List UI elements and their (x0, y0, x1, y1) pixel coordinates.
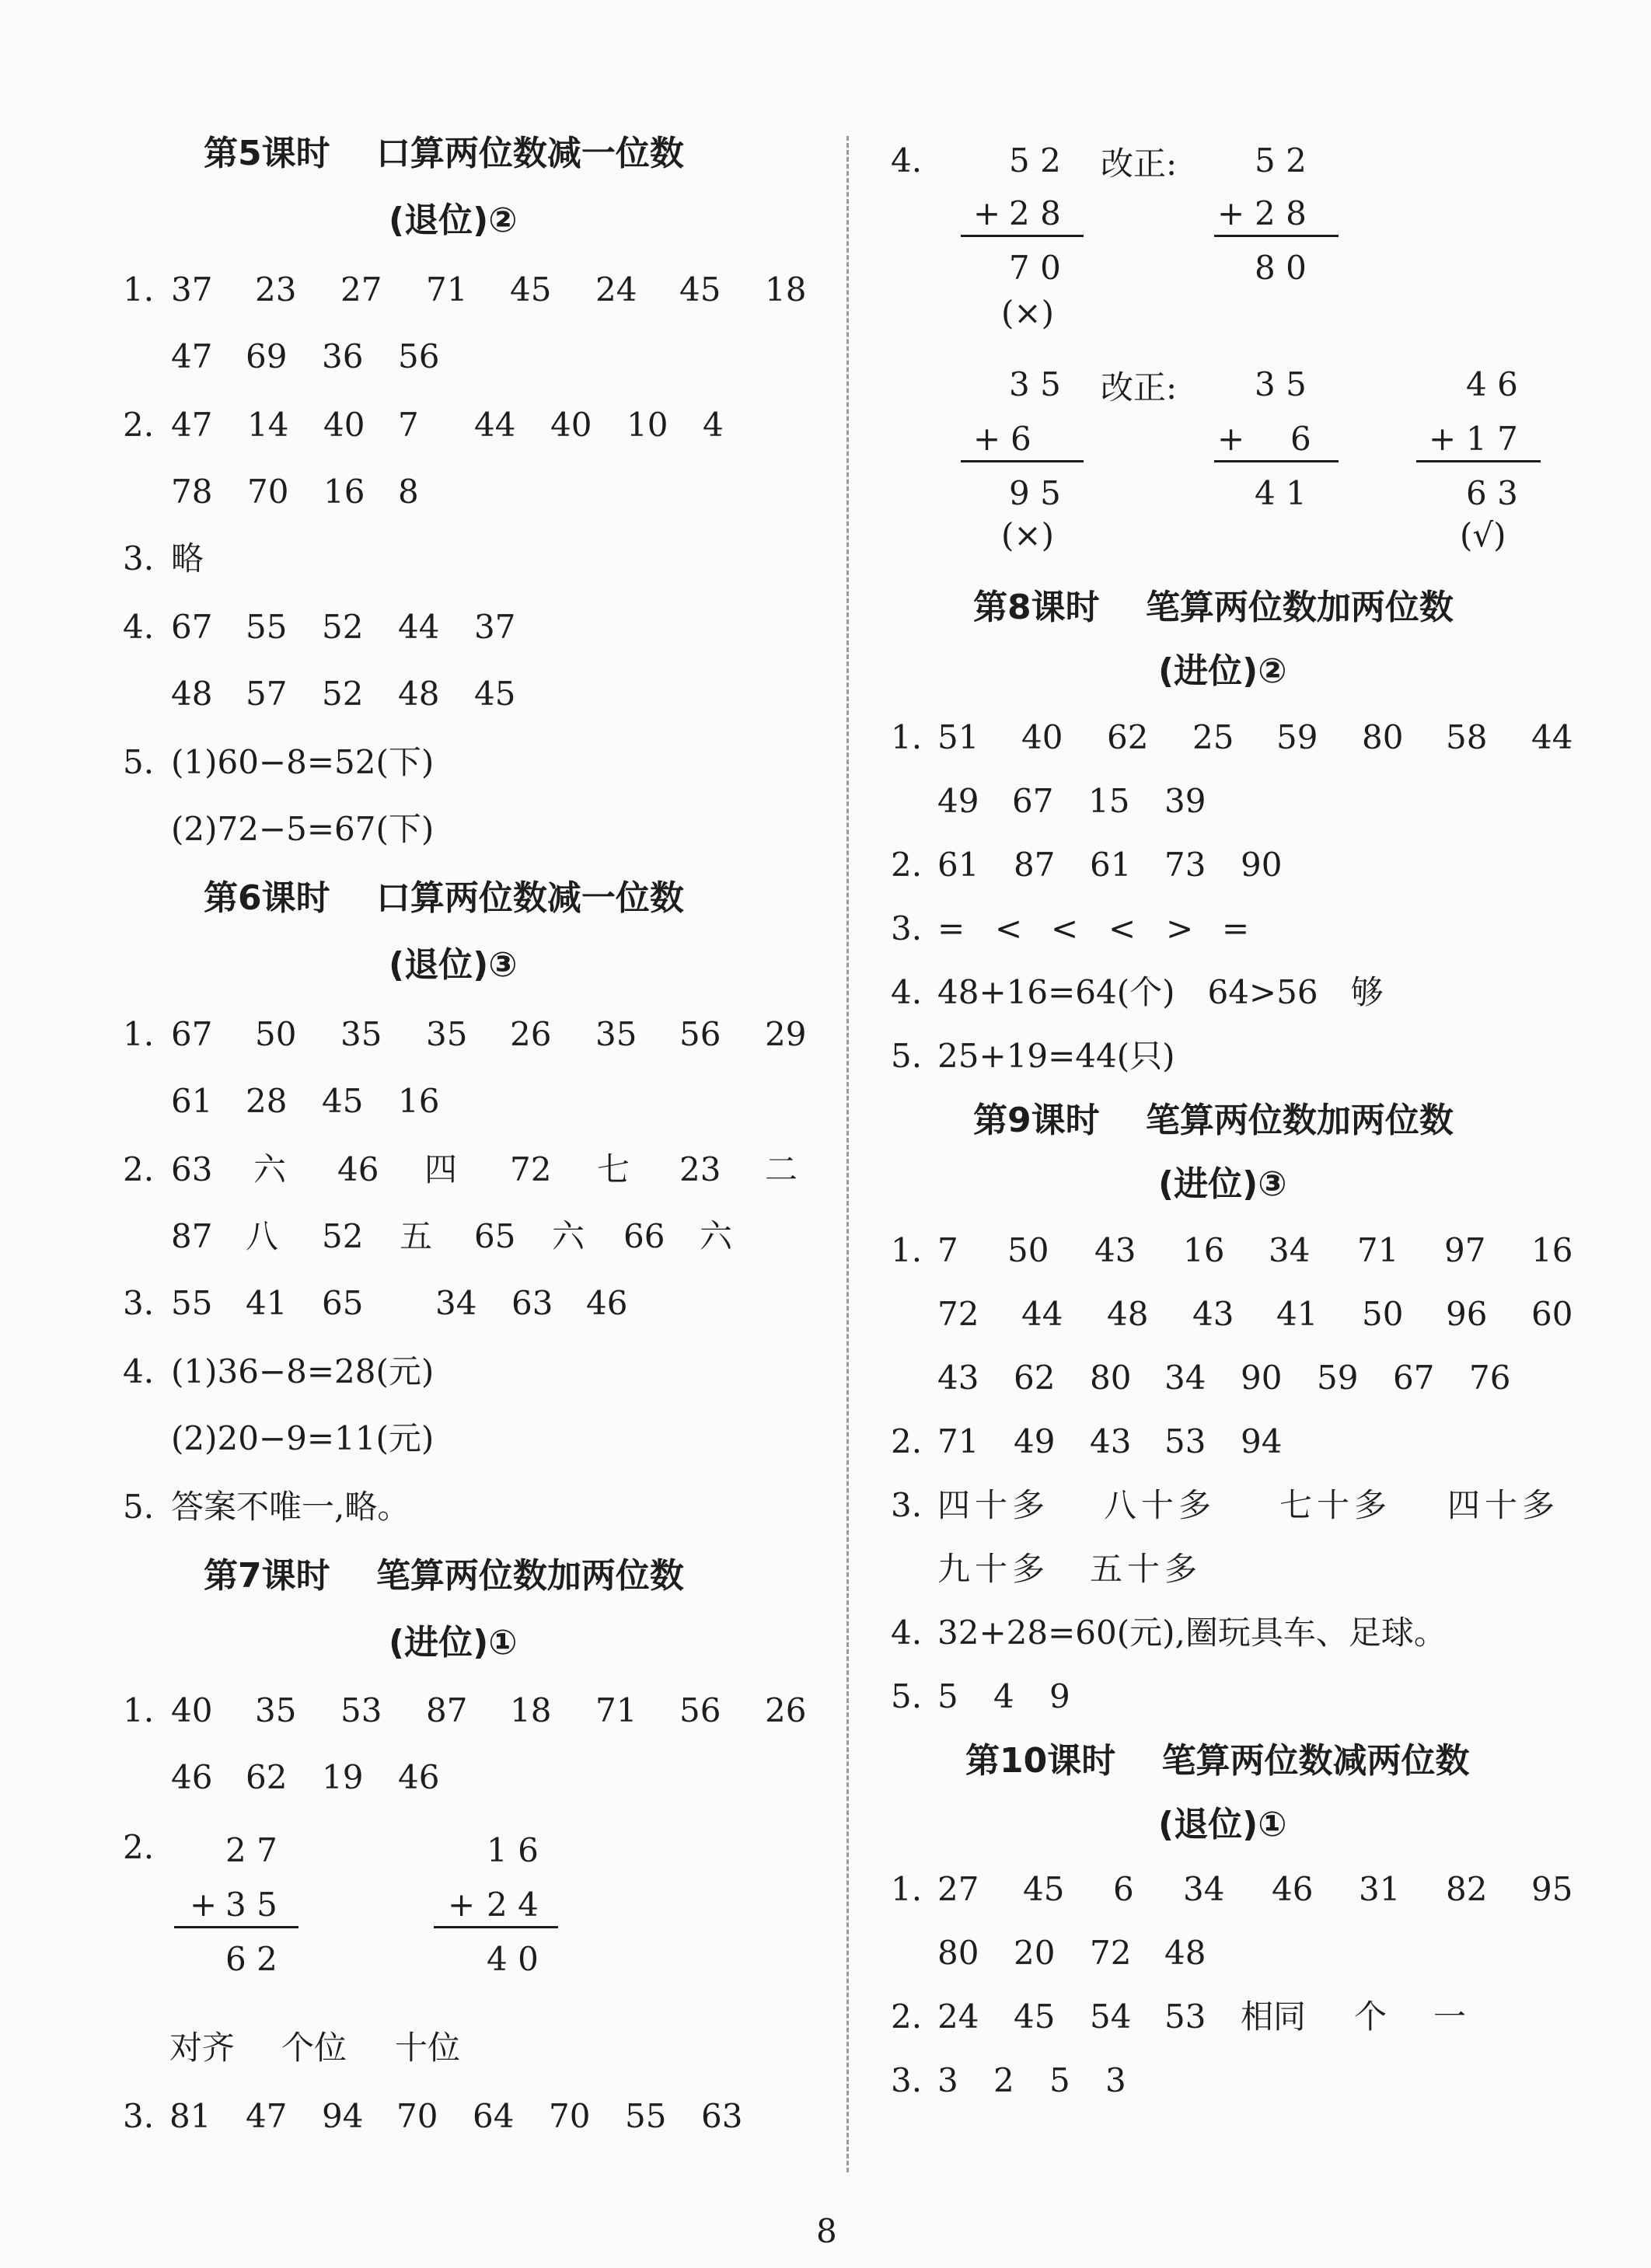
left-column (0, 0, 843, 2176)
answer-item: 44 (398, 608, 440, 646)
answer-item: 90 (1241, 1359, 1283, 1397)
answer-item: 41 (1276, 1295, 1318, 1333)
calc-line (1214, 460, 1339, 462)
calc-addend-top: 3 5 (1009, 365, 1061, 403)
page-number: 8 (816, 2212, 837, 2250)
l6-q5-answer: 答案不唯一,略。 (171, 1488, 410, 1526)
answer-item: 53 (1164, 1998, 1206, 2036)
answer-item: 24 (937, 1998, 979, 2036)
answer-item: 34 (1269, 1231, 1311, 1269)
calc-addend-bottom: 2 4 (487, 1886, 539, 1924)
l6-q3-number: 3. (123, 1284, 155, 1322)
answer-item: 16 (323, 473, 365, 511)
answer-item: 80 (937, 1934, 979, 1972)
answer-item: 26 (510, 1015, 552, 1053)
answer-item: 63 (511, 1284, 553, 1322)
l8-q3-number: 3. (891, 909, 923, 947)
calc-plus-sign: + (448, 1886, 476, 1924)
l5-q1-number: 1. (123, 270, 155, 309)
answer-item: 51 (937, 718, 979, 756)
answer-item: 四 (424, 1150, 458, 1188)
answer-item: 43 (1094, 1231, 1136, 1269)
answer-item: 46 (337, 1150, 379, 1188)
calc-addend-bottom: 6 (1010, 420, 1031, 458)
lesson5-subtitle: (退位)② (389, 201, 518, 240)
answer-item: 97 (1444, 1231, 1486, 1269)
answer-item: 47 (246, 2097, 288, 2135)
answer-item: 16 (1183, 1231, 1225, 1269)
answer-item: 94 (322, 2097, 364, 2135)
answer-item: 94 (1241, 1422, 1283, 1460)
calc-judgement-mark: (√) (1460, 516, 1506, 554)
answer-item: 16 (398, 1082, 440, 1120)
answer-item: 36 (322, 337, 364, 375)
answer-item: 45 (679, 270, 721, 309)
calc-line (1214, 235, 1339, 237)
answer-item: 29 (765, 1015, 807, 1053)
answer-item: 八 (246, 1217, 279, 1255)
answer-item: 28 (246, 1082, 288, 1120)
l5-q4-number: 4. (123, 608, 155, 646)
calc-addend-top: 5 2 (1255, 141, 1307, 180)
answer-item: 十位 (395, 2029, 461, 2067)
answer-item: 五十多 (1090, 1550, 1202, 1588)
l6-q2-number: 2. (123, 1150, 155, 1188)
l6-q4-part1: (1)36−8=28(元) (171, 1352, 435, 1390)
answer-item: 25 (1192, 718, 1234, 756)
answer-item: 四十多 (1447, 1486, 1560, 1524)
answer-item: 48 (1164, 1934, 1206, 1972)
answer-item: 53 (1164, 1422, 1206, 1460)
answer-item: 71 (937, 1422, 979, 1460)
answer-item: 62 (1107, 718, 1149, 756)
answer-item: 63 (171, 1150, 213, 1188)
calc-result: 6 2 (225, 1940, 277, 1978)
answer-item: 90 (1241, 846, 1283, 884)
l9-q4-number: 4. (891, 1614, 923, 1652)
answer-item: 70 (247, 473, 289, 511)
answer-item: 52 (322, 1217, 364, 1255)
answer-item: 45 (474, 675, 516, 713)
answer-item: 五 (400, 1217, 433, 1255)
l10-q2-number: 2. (891, 1998, 923, 2036)
l8-q5-answer: 25+19=44(只) (937, 1037, 1175, 1075)
calc-addend-top: 5 2 (1009, 141, 1061, 180)
l9-q4-answer: 32+28=60(元),圈玩具车、足球。 (937, 1614, 1447, 1652)
answer-item: 7 (937, 1231, 958, 1269)
answer-item: 31 (1359, 1870, 1401, 1908)
calc-line (174, 1926, 298, 1928)
answer-item: > (1166, 909, 1194, 947)
answer-item: 八十多 (1104, 1486, 1216, 1524)
answer-item: 40 (171, 1691, 213, 1729)
answer-item: 相同 (1241, 1998, 1307, 2036)
answer-item: 46 (1272, 1870, 1314, 1908)
answer-item: 20 (1014, 1934, 1056, 1972)
answer-item: 78 (171, 473, 213, 511)
answer-item: 23 (679, 1150, 721, 1188)
column-divider (846, 136, 849, 2172)
answer-item: 44 (474, 406, 516, 444)
calc-line (1416, 460, 1541, 462)
answer-item: 70 (396, 2097, 438, 2135)
answer-item: 96 (1446, 1295, 1488, 1333)
calc-addend-bottom: 1 7 (1466, 420, 1518, 458)
lesson7-title: 第7课时 笔算两位数加两位数 (204, 1556, 684, 1596)
calc-result: 7 0 (1009, 249, 1061, 287)
answer-item: 2 (993, 2061, 1014, 2099)
calc-judgement-mark: (×) (1001, 294, 1054, 332)
answer-item: 45 (1023, 1870, 1065, 1908)
answer-item: 35 (426, 1015, 468, 1053)
answer-item: 44 (1021, 1295, 1063, 1333)
answer-item: 37 (474, 608, 516, 646)
l6-q1-number: 1. (123, 1015, 155, 1053)
answer-item: 55 (171, 1284, 213, 1322)
l7-q3-number: 3. (123, 2097, 155, 2135)
answer-item: 87 (426, 1691, 468, 1729)
answer-item: 45 (322, 1082, 364, 1120)
answer-item: 50 (255, 1015, 297, 1053)
answer-item: 41 (246, 1284, 288, 1322)
answer-item: 七十多 (1279, 1486, 1392, 1524)
answer-item: 对齐 (169, 2029, 236, 2067)
answer-item: 56 (398, 337, 440, 375)
answer-item: 65 (322, 1284, 364, 1322)
calc-addend-bottom: 6 (1290, 420, 1311, 458)
answer-item: 50 (1007, 1231, 1049, 1269)
answer-item: 14 (247, 406, 289, 444)
answer-item: 六 (700, 1217, 733, 1255)
answer-item: 48 (398, 675, 440, 713)
fix-label: 改正: (1101, 145, 1178, 183)
l6-q4-part2: (2)20−9=11(元) (171, 1419, 435, 1457)
answer-item: 15 (1088, 782, 1130, 820)
lesson8-subtitle: (进位)② (1158, 651, 1287, 691)
calc-plus-sign: + (1217, 194, 1245, 232)
answer-item: 69 (246, 337, 288, 375)
answer-item: 10 (627, 406, 668, 444)
answer-item: 5 (1049, 2061, 1070, 2099)
l5-q2-number: 2. (123, 406, 155, 444)
answer-item: 46 (586, 1284, 628, 1322)
answer-item: 四十多 (937, 1486, 1050, 1524)
l6-q4-number: 4. (123, 1352, 155, 1390)
answer-item: 8 (398, 473, 419, 511)
answer-item: 35 (255, 1691, 297, 1729)
l8-q1-number: 1. (891, 718, 923, 756)
answer-item: 40 (323, 406, 365, 444)
answer-item: 54 (1090, 1998, 1132, 2036)
answer-item: 56 (679, 1691, 721, 1729)
calc-addend-top: 1 6 (487, 1831, 539, 1869)
answer-item: 70 (549, 2097, 591, 2135)
answer-item: 62 (246, 1758, 288, 1796)
l9-q2-number: 2. (891, 1422, 923, 1460)
answer-item: 80 (1362, 718, 1404, 756)
lesson6-title: 第6课时 口算两位数减一位数 (204, 878, 684, 918)
answer-item: 18 (765, 270, 807, 309)
answer-item: 二 (765, 1150, 798, 1188)
answer-item: 52 (322, 675, 364, 713)
answer-item: 9 (1049, 1677, 1070, 1715)
answer-item: 81 (169, 2097, 211, 2135)
l9-q3-number: 3. (891, 1486, 923, 1524)
answer-item: 七 (597, 1150, 630, 1188)
answer-item: 24 (595, 270, 637, 309)
answer-item: 59 (1276, 718, 1318, 756)
answer-item: 67 (1393, 1359, 1435, 1397)
fix-label: 改正: (1101, 368, 1178, 406)
answer-item: 71 (1357, 1231, 1399, 1269)
answer-item: 一 (1433, 1998, 1467, 2036)
calc-addend-bottom: 2 8 (1255, 194, 1307, 232)
answer-item: 27 (340, 270, 382, 309)
calc-addend-bottom: 2 8 (1009, 194, 1061, 232)
calc-result: 9 5 (1009, 474, 1061, 512)
answer-item: 六 (253, 1150, 287, 1188)
answer-item: 48 (1107, 1295, 1149, 1333)
answer-item: 34 (1183, 1870, 1225, 1908)
l10-q1-number: 1. (891, 1870, 923, 1908)
answer-item: 55 (625, 2097, 667, 2135)
l5-q5-part1: (1)60−8=52(下) (171, 743, 435, 781)
answer-item: 56 (679, 1015, 721, 1053)
lesson6-subtitle: (退位)③ (389, 945, 518, 985)
answer-item: 71 (595, 1691, 637, 1729)
l7-q1-number: 1. (123, 1691, 155, 1729)
answer-item: 67 (171, 1015, 213, 1053)
answer-item: 60 (1531, 1295, 1573, 1333)
calc-result: 4 0 (487, 1940, 539, 1978)
answer-item: 45 (1014, 1998, 1056, 2036)
answer-item: 61 (937, 846, 979, 884)
answer-item: 64 (473, 2097, 515, 2135)
l10-q3-number: 3. (891, 2061, 923, 2099)
answer-item: 34 (1164, 1359, 1206, 1397)
answer-item: 7 (398, 406, 419, 444)
answer-item: 18 (510, 1691, 552, 1729)
calc-line (961, 460, 1084, 462)
answer-item: 72 (510, 1150, 552, 1188)
answer-item: 72 (1090, 1934, 1132, 1972)
calc-plus-sign: + (973, 194, 1001, 232)
answer-item: 58 (1446, 718, 1488, 756)
answer-item: 82 (1446, 1870, 1488, 1908)
answer-item: 35 (340, 1015, 382, 1053)
calc-judgement-mark: (×) (1001, 516, 1054, 554)
l8-q4-number: 4. (891, 973, 923, 1011)
l5-q3-answer: 略 (171, 539, 204, 577)
calc-addend-bottom: 3 5 (225, 1886, 277, 1924)
answer-item: 37 (171, 270, 213, 309)
calc-plus-sign: + (973, 420, 1001, 458)
answer-item: 43 (1090, 1422, 1132, 1460)
lesson8-title: 第8课时 笔算两位数加两位数 (973, 588, 1454, 627)
lesson10-title: 第10课时 笔算两位数减两位数 (965, 1741, 1470, 1781)
answer-item: 76 (1469, 1359, 1511, 1397)
lesson5-title: 第5课时 口算两位数减一位数 (204, 134, 684, 173)
calc-result: 6 3 (1466, 474, 1518, 512)
answer-item: 43 (937, 1359, 979, 1397)
answer-item: 40 (550, 406, 592, 444)
answer-item: 48 (171, 675, 213, 713)
calc-plus-sign: + (1429, 420, 1457, 458)
answer-item: 71 (426, 270, 468, 309)
answer-item: 40 (1021, 718, 1063, 756)
l8-q4-answer: 48+16=64(个) 64>56 够 (937, 973, 1384, 1011)
answer-item: 47 (171, 337, 213, 375)
answer-item: 61 (1090, 846, 1132, 884)
l5-q3-number: 3. (123, 539, 155, 577)
lesson7-subtitle: (进位)① (389, 1623, 518, 1663)
l5-q5-part2: (2)72−5=67(下) (171, 810, 435, 848)
calc-addend-top: 4 6 (1466, 365, 1518, 403)
answer-item: 44 (1531, 718, 1573, 756)
answer-item: 59 (1317, 1359, 1359, 1397)
calc-addend-top: 2 7 (225, 1831, 277, 1869)
answer-item: 49 (1014, 1422, 1056, 1460)
r-q4-number: 4. (891, 141, 923, 180)
lesson9-title: 第9课时 笔算两位数加两位数 (973, 1101, 1454, 1140)
answer-item: 39 (1164, 782, 1206, 820)
answer-item: < (995, 909, 1023, 947)
calc-result: 4 1 (1255, 474, 1307, 512)
answer-item: 52 (322, 608, 364, 646)
answer-item: 43 (1192, 1295, 1234, 1333)
calc-result: 8 0 (1255, 249, 1307, 287)
answer-item: 62 (1014, 1359, 1056, 1397)
answer-item: 57 (246, 675, 288, 713)
answer-item: 61 (171, 1082, 213, 1120)
answer-item: 50 (1362, 1295, 1404, 1333)
l7-q2-number: 2. (123, 1828, 155, 1866)
answer-item: 66 (623, 1217, 665, 1255)
answer-item: 73 (1164, 846, 1206, 884)
answer-item: 34 (435, 1284, 477, 1322)
answer-item: 65 (474, 1217, 516, 1255)
l9-q1-number: 1. (891, 1231, 923, 1269)
answer-item: 95 (1531, 1870, 1573, 1908)
answer-item: < (1051, 909, 1079, 947)
calc-line (961, 235, 1084, 237)
l5-q5-number: 5. (123, 743, 155, 781)
l8-q2-number: 2. (891, 846, 923, 884)
answer-item: 80 (1090, 1359, 1132, 1397)
calc-line (434, 1926, 558, 1928)
answer-item: 3 (1105, 2061, 1126, 2099)
answer-item: 87 (1014, 846, 1056, 884)
answer-item: 个位 (281, 2029, 347, 2067)
answer-item: 5 (937, 1677, 958, 1715)
lesson9-subtitle: (进位)③ (1158, 1164, 1287, 1204)
answer-item: 19 (322, 1758, 364, 1796)
calc-plus-sign: + (190, 1886, 218, 1924)
answer-item: 6 (1113, 1870, 1134, 1908)
answer-item: 46 (398, 1758, 440, 1796)
answer-item: 53 (340, 1691, 382, 1729)
answer-item: 55 (246, 608, 288, 646)
answer-item: 九十多 (937, 1550, 1050, 1588)
answer-item: 16 (1531, 1231, 1573, 1269)
answer-item: = (937, 909, 965, 947)
answer-item: 47 (171, 406, 213, 444)
lesson10-subtitle: (退位)① (1158, 1805, 1287, 1844)
calc-plus-sign: + (1217, 420, 1245, 458)
answer-item: < (1108, 909, 1136, 947)
answer-item: 35 (595, 1015, 637, 1053)
answer-item: 4 (993, 1677, 1014, 1715)
l9-q5-number: 5. (891, 1677, 923, 1715)
calc-addend-top: 3 5 (1255, 365, 1307, 403)
l8-q5-number: 5. (891, 1037, 923, 1075)
answer-item: 87 (171, 1217, 213, 1255)
answer-item: 4 (703, 406, 724, 444)
answer-item: 六 (552, 1217, 585, 1255)
answer-item: 46 (171, 1758, 213, 1796)
answer-item: 个 (1354, 1998, 1387, 2036)
answer-item: 67 (1012, 782, 1054, 820)
answer-item: = (1222, 909, 1250, 947)
answer-item: 67 (171, 608, 213, 646)
answer-item: 63 (701, 2097, 743, 2135)
answer-item: 23 (255, 270, 297, 309)
answer-item: 49 (937, 782, 979, 820)
answer-item: 45 (510, 270, 552, 309)
answer-item: 72 (937, 1295, 979, 1333)
answer-item: 27 (937, 1870, 979, 1908)
answer-item: 3 (937, 2061, 958, 2099)
l6-q5-number: 5. (123, 1488, 155, 1526)
answer-item: 26 (765, 1691, 807, 1729)
